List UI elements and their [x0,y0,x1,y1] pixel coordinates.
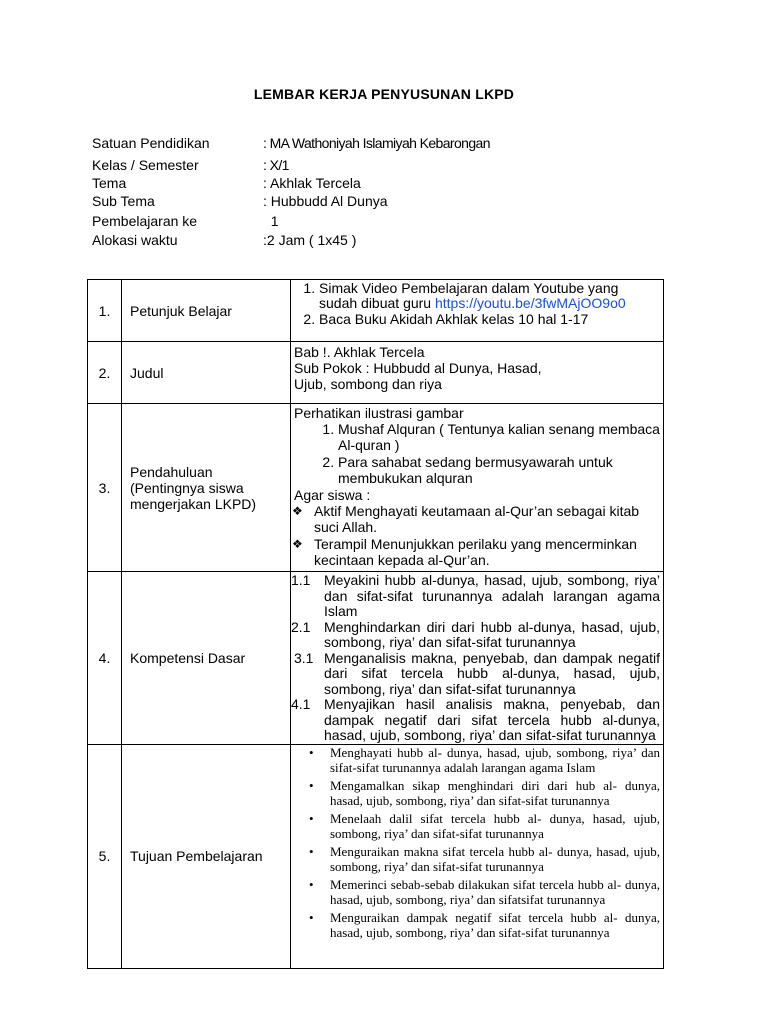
list-item: ❖ Aktif Menghayati keutamaan al-Qur’an sebagai kitab suci Allah. [294,503,660,535]
youtube-link[interactable]: https://youtu.be/3fwMAjOO9o0 [434,295,626,311]
row-label: Tujuan Pembelajaran [122,744,291,968]
row-number: 3. [88,404,122,572]
judul-line: Bab !. Akhlak Tercela [294,344,425,360]
info-label: Pembelajaran ke [92,213,198,229]
list-item: • Menghayati hubb al- dunya, hasad, ujub, sombong, riya’ dan sifat-sifat turunannya adalah larangan agama Islam [294,745,660,776]
row-content [291,572,664,745]
info-value: : Hubbudd Al Dunya [263,193,388,209]
list-item [294,651,660,698]
list-item: 2. Para sahabat sedang bermusyawarah untuk membukukan alquran [338,454,660,486]
list-item: ❖ Terampil Menunjukkan perilaku yang mencerminkan kecintaan kepada al-Qur’an. [294,536,660,568]
kd-number: 4.1 [291,696,311,712]
row-label: Petunjuk Belajar [122,280,291,342]
info-label: Satuan Pendidikan [92,135,210,151]
list-item [291,696,660,744]
agar-siswa-text: Agar siswa : [294,487,371,503]
list-item [319,281,660,311]
kd-text: Menyajikan hasil analisis makna, penyebab, dan dampak negatif dari sifat tercela hubb al-dunya, hasad, ujub, sombong, riya’ dan sifat-sifat turunannya [324,696,660,743]
row-content [291,280,664,342]
row-label: Judul [122,342,291,404]
info-value: 1 [263,213,279,229]
label-line: mengerjakan LKPD) [130,495,257,512]
row-label: Kompetensi Dasar [122,572,291,745]
table-row [88,744,664,968]
info-label: Kelas / Semester [92,157,199,173]
judul-line: Sub Pokok : Hubbudd al Dunya, Hasad, [294,360,542,376]
list-item: • Memerinci sebab-sebab dilakukan sifat tercela hubb al- dunya, hasad, ujub, sombong, riya’ dan sifatsifat turunannya [294,877,660,908]
row-label [122,404,291,572]
info-value: :2 Jam ( 1x45 ) [263,232,357,248]
petunjuk-list [294,281,660,327]
list-item: 1. Mushaf Alquran ( Tentunya kalian senang membaca Al-quran ) [338,421,660,453]
kd-number: 2.1 [291,618,311,635]
judul-line: Ujub, sombong dan riya [294,376,442,392]
tujuan-list [294,745,660,941]
row-content [291,744,664,968]
petunjuk-text: Simak Video Pembelajaran dalam Youtube yang sudah dibuat guru [319,280,619,311]
table-row [88,342,664,404]
ilustrasi-list [294,421,660,486]
row-number: 5. [88,744,122,968]
info-label: Sub Tema [92,193,155,209]
lkpd-table [87,279,664,969]
row-number: 2. [88,342,122,404]
list-item: 2. Baca Buku Akidah Akhlak kelas 10 hal 1-17 [319,312,660,327]
tujuan-siswa-list [294,503,660,568]
list-item: • Menelaah dalil sifat tercela hubb al- dunya, hasad, ujub, sombong, riya’ dan sifat-sifat turunannya [294,811,660,842]
row-content [291,404,664,572]
kd-number: 1.1 [291,572,311,588]
info-value: : MA Wathoniyah Islamiyah Kebarongan [263,135,490,151]
info-label: Tema [92,175,127,191]
intro-text: Perhatikan ilustrasi gambar [294,405,464,421]
list-item: • Menguraikan dampak negatif sifat tercela hubb al- dunya, hasad, ujub, sombong, riya’ dan sifat-sifat turunannya [294,910,660,941]
list-item [291,618,660,651]
page-title: LEMBAR KERJA PENYUSUNAN LKPD [253,86,515,102]
info-value: : X/1 [263,157,289,173]
list-item: • Menguraikan makna sifat tercela hubb al- dunya, hasad, ujub, sombong, riya’ dan sifat-sifat turunannya [294,844,660,875]
row-content [291,342,664,404]
kd-text: Menganalisis makna, penyebab, dan dampak negatif dari sifat tercela hubb al-dunya, hasad, ujub, sombong, riya’ dan sifat-sifat turunannya [324,649,660,697]
label-line: (Pentingnya siswa [130,479,244,496]
list-item: • Mengamalkan sikap menghindari diri dari hub al- dunya, hasad, ujub, sombong, riya’ dan sifat-sifat turunannya [294,778,660,809]
kd-text: Menghindarkan diri dari hubb al-dunya, hasad, ujub, sombong, riya’ dan sifat-sifat turunannya [324,618,660,650]
kompetensi-list [291,572,660,744]
row-number: 4. [88,572,122,745]
table-row [88,404,664,572]
label-line: Pendahuluan [130,463,213,480]
list-item [291,572,660,620]
kd-text: Meyakini hubb al-dunya, hasad, ujub, sombong, riya’ dan sifat-sifat turunannya adalah larangan agama Islam [324,572,660,619]
kd-number: 3.1 [294,649,314,666]
table-row [88,572,664,745]
info-value: : Akhlak Tercela [263,175,361,191]
info-label: Alokasi waktu [92,232,178,248]
row-number: 1. [88,280,122,342]
table-row [88,280,664,342]
